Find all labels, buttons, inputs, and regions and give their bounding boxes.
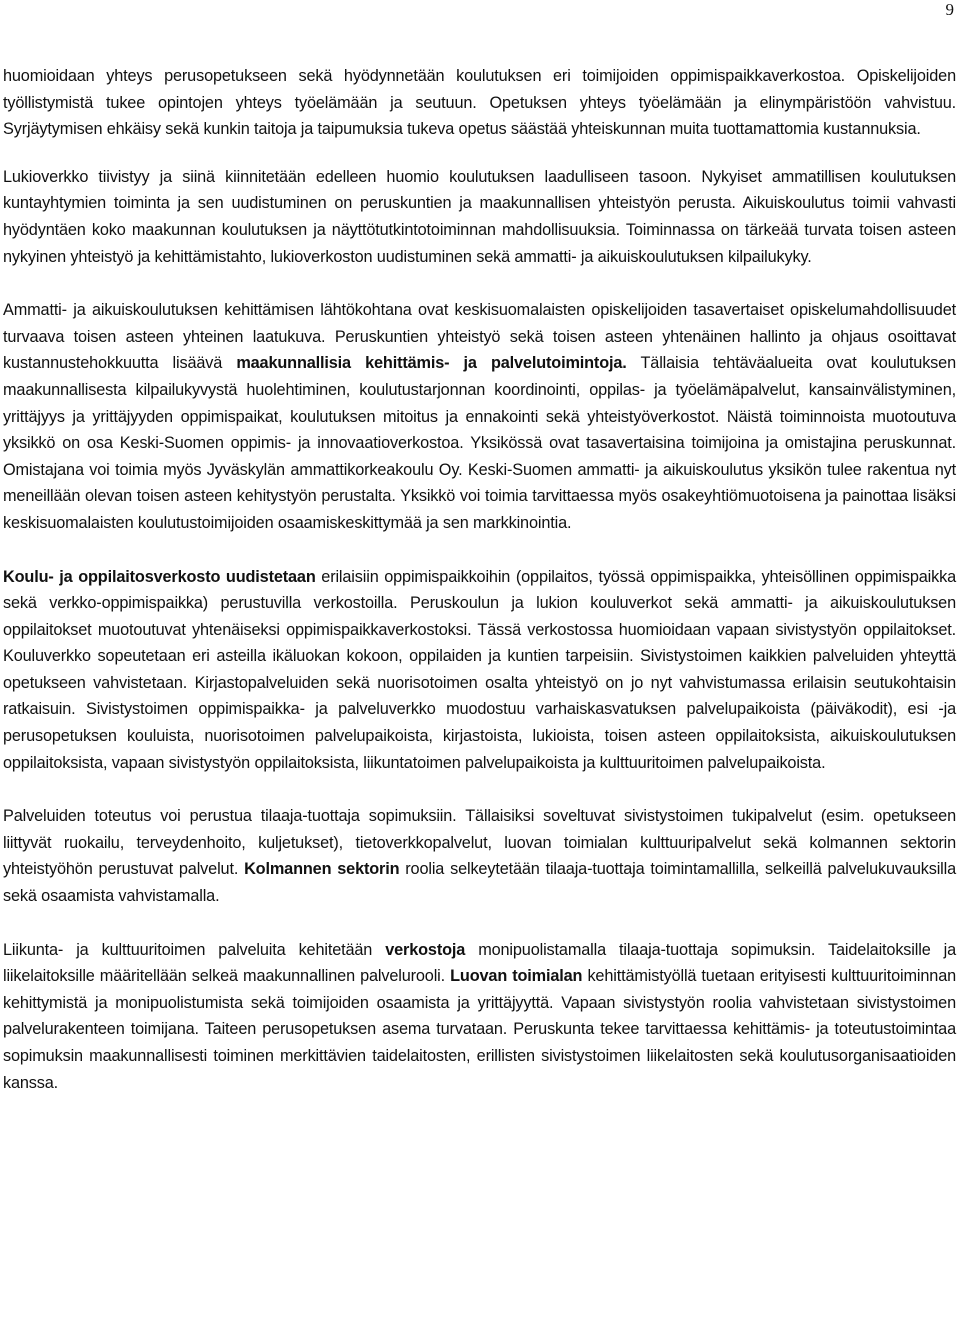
text-run: Palveluiden toteutus voi perustua tilaaja-tuottaja sopimuksiin. Tällaisiksi soveltuvat sivistystoimen tukipalvelut (esim. opetukseen liittyvät ruokailu, terveydenhoito, kuljetukset), tietoverkkopalvelut, luovan toimialan kulttuuripalvelut sekä kolmannen sektorin yhteistyöhön perustuvat palvelut. [3,807,956,879]
document-body [3,63,956,1123]
paragraph [3,63,956,143]
paragraph [3,164,956,270]
text-run: monipuolistamalla tilaaja-tuottaja sopimuksin. Taidelaitoksille ja liikelaitoksille määritellään selkeä maakunnallinen palvelurooli. [3,940,956,986]
bold-text: Koulu- ja oppilaitosverkosto uudistetaan [3,567,316,586]
bold-text: verkostoja [385,940,466,959]
text-run: roolia selkeytetään tilaaja-tuottaja toimintamallilla, selkeillä palvelukuvauksilla sekä osaamista vahvistamalla. [3,860,957,906]
text-run: erilaisiin oppimispaikkoihin (oppilaitos, työssä oppimispaikka, yhteisöllinen oppimispaikka sekä verkko-oppimispaikka) perustuvilla verkostoilla. Peruskoulun ja lukion kouluverkot sekä ammatti- ja aikuiskoulutuksen oppilaitokset muotoutuvat yhtenäiseksi oppimispaikkaverkostoksi. Tässä verkostossa huomioidaan vapaan sivistystyön oppilaitokset. Kouluverkko sopeutetaan eri asteilla ikäluokan kokoon, oppilaiden ja kuntien tarpeisiin. Sivistystoimen kaikkien palveluiden yhteyttä opetukseen vahvistetaan. Kirjastopalveluiden sekä nuorisotoimen osalta yhteistyö on jo nyt vahvistumassa erilaisin seutukohtaisin ratkaisuin. Sivistystoimen oppimispaikka- ja palveluverkko muodostuu varhaiskasvatuksen palvelupaikoista (päiväkodit), esi -ja perusopetuksen kouluista, nuorisotoimen palvelupaikoista, kirjastoista, lukioista, toisen asteen oppilaitoksista, aikuiskoulutuksen oppilaitoksista, vapaan sivistystyön oppilaitoksista, liikuntatoimen palvelupaikoista ja kulttuuritoimen palvelupaikoista. [3,567,956,772]
page-number: 9 [945,0,954,19]
bold-text: maakunnallisia kehittämis- ja palvelutoimintoja. [236,354,627,373]
paragraph [3,803,956,909]
paragraph [3,297,956,536]
paragraph [3,937,956,1097]
text-run: Liikunta- ja kulttuuritoimen palveluita kehitetään [3,940,386,959]
text-run: huomioidaan yhteys perusopetukseen sekä hyödynnetään koulutuksen eri toimijoiden oppimispaikkaverkostoa. Opiskelijoiden työllistymistä tukee opintojen yhteys työelämään ja seutuun. Opetuksen yhteys työelämään ja elinympäristöön vahvistuu. Syrjäytymisen ehkäisy sekä kunkin taitoja ja taipumuksia tukeva opetus säästää yhteiskunnan muita tuottamattomia kustannuksia. [3,67,956,139]
text-run: Tällaisia tehtäväalueita ovat koulutuksen maakunnallisesta kilpailukyvystä huolehtiminen, koulutustarjonnan koordinointi, oppilas- ja työelämäpalvelut, kansainvälistyminen, yrittäjyys ja yrittäjyyden oppimispaikat, koulutuksen mitoitus ja ennakointi sekä yhteistyöverkostot. Näistä toiminnoista muotoutuva yksikkö on osa Keski-Suomen oppimis- ja innovaatioverkostoa. Yksikössä ovat tasavertaisina toimijoina ja omistajina peruskunnat. Omistajana voi toimia myös Jyväskylän ammattikorkeakoulu Oy. Keski-Suomen ammatti- ja aikuiskoulutus yksikön tulee rakentua nyt meneillään olevan toisen asteen kehitystyön perustalta. Yksikkö voi toimia tarvittaessa myös osakeyhtiömuotoisena ja painottaa lisäksi keskisuomalaisten koulutustoimijoiden osaamiskeskittymää ja sen markkinointia. [3,354,956,532]
bold-text: Luovan toimialan [450,967,583,986]
bold-text: Kolmannen sektorin [244,860,400,879]
text-run: Lukioverkko tiivistyy ja siinä kiinnitetään edelleen huomio koulutuksen laadulliseen tasoon. Nykyiset ammatillisen koulutuksen kuntayhtymien toiminta ja sen uudistuminen on peruskuntien ja maakunnallisen yhteistyön perusta. Aikuiskoulutus toimii vahvasti hyödyntäen koko maakunnan koulutuksen ja näyttötutkintotoiminnan mahdollisuuksia. Toiminnassa on tärkeää turvata toisen asteen nykyinen yhteistyö ja kehittämistahto, lukioverkoston uudistuminen sekä ammatti- ja aikuiskoulutuksen kilpailukyky. [3,167,956,266]
text-run: Ammatti- ja aikuiskoulutuksen kehittämisen lähtökohtana ovat keskisuomalaisten opiskelijoiden tasavertaiset opiskelumahdollisuudet turvaava toisen asteen yhteinen laatukuva. Peruskuntien yhteistyö sekä toisen asteen yhtenäinen hallinto ja ohjaus osoittavat kustannustehokkuutta lisäävä [3,301,956,373]
text-run: kehittämistyöllä tuetaan erityisesti kulttuuritoiminnan kehittymistä ja monipuolistumista sekä toimijoiden osaamista ja yrittäjyyttä. Vapaan sivistystyön roolia vahvistetaan sivistystoimen palvelurakenteen toimijana. Taiteen perusopetuksen asema turvataan. Peruskunta tekee tarvittaessa kehittämis- ja toteutustoimintaa sopimuksin maakunnallisesti toiminen merkittävien taidelaitosten, erillisten sivistystoimen liikelaitosten sekä koulutusorganisaatioiden kanssa. [3,967,956,1092]
paragraph [3,564,956,777]
